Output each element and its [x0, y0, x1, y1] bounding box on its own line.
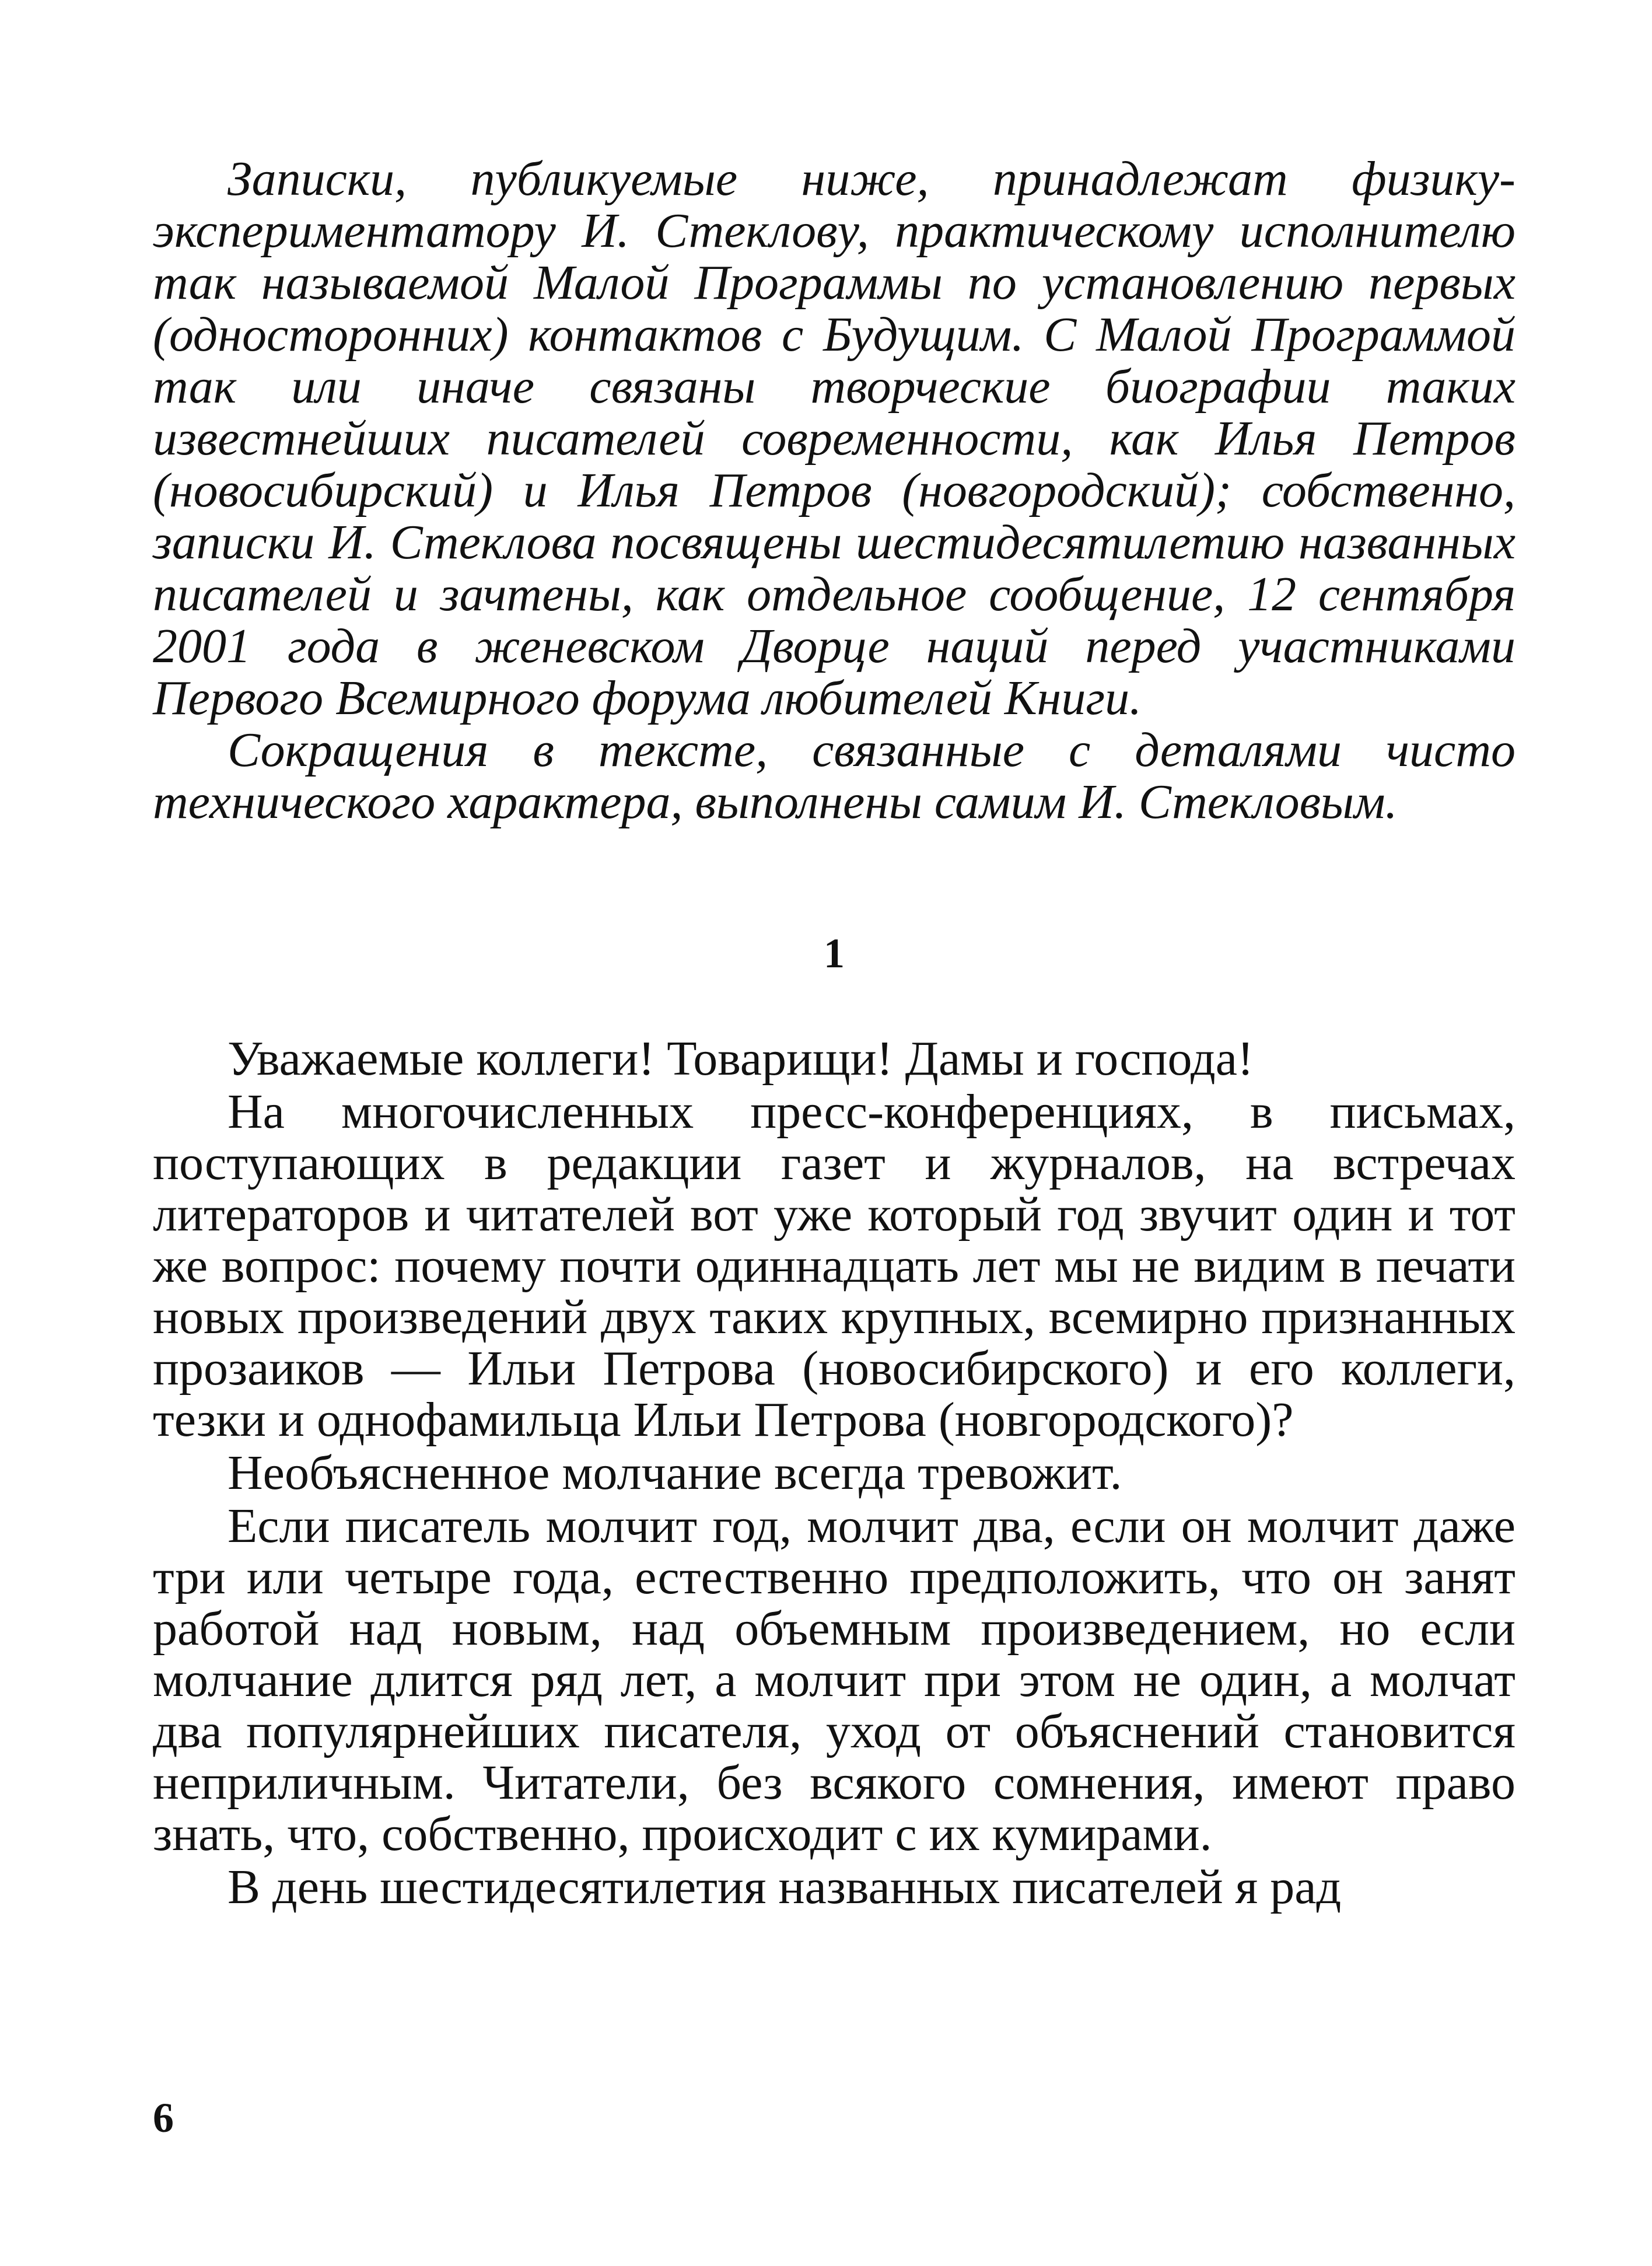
book-page — [153, 153, 1516, 1915]
body-paragraph: Уважаемые коллеги! Товарищи! Дамы и господа! — [228, 1031, 1254, 1086]
body-paragraph: Необъясненное молчание всегда тревожит. — [228, 1446, 1122, 1500]
chapter-text — [153, 1033, 1516, 1913]
body-paragraph: В день шестидесятилетия названных писателей я рад — [228, 1860, 1342, 1914]
page-number: 6 — [153, 2094, 174, 2141]
editorial-introduction — [153, 153, 1516, 828]
body-paragraph: На многочисленных пресс-конференциях, в письмах, поступающих в редакции газет и журналов, на встречах литераторов и читателей вот уже который год звучит один и тот же вопрос: почему почти одиннадцать лет мы не видим в печати новых произведений двух таких крупных, всемирно признанных прозаиков — Ильи Петрова (новосибирского) и его коллеги, тезки и однофамильца Ильи Петрова (новгородского)? — [153, 1085, 1516, 1447]
intro-paragraph: Сокращения в тексте, связанные с деталями чисто технического характера, выполнены самим И. Стекловым. — [153, 723, 1516, 829]
chapter-number: 1 — [824, 930, 845, 977]
intro-paragraph: Записки, публикуемые ниже, принадлежат физику-экспериментатору И. Стеклову, практическому исполнителю так называемой Малой Программы по установлению первых (односторонних) контактов с Будущим. С Малой Программой так или иначе связаны творческие биографии таких известнейших писателей современности, как Илья Петров (новосибирский) и Илья Петров (новгородский); собственно, записки И. Стеклова посвящены шестидесятилетию названных писателей и зачтены, как отдельное сообщение, 12 сентября 2001 года в женевском Дворце наций перед участниками Первого Всемирного форума любителей Книги. — [153, 152, 1516, 725]
body-paragraph: Если писатель молчит год, молчит два, если он молчит даже три или четыре года, естественно предположить, что он занят работой над новым, над объемным произведением, но если молчание длится ряд лет, а молчит при этом не один, а молчат два популярнейших писателя, уход от объяснений становится неприличным. Читатели, без всякого сомнения, имеют право знать, что, собственно, происходит с их кумирами. — [153, 1499, 1516, 1861]
